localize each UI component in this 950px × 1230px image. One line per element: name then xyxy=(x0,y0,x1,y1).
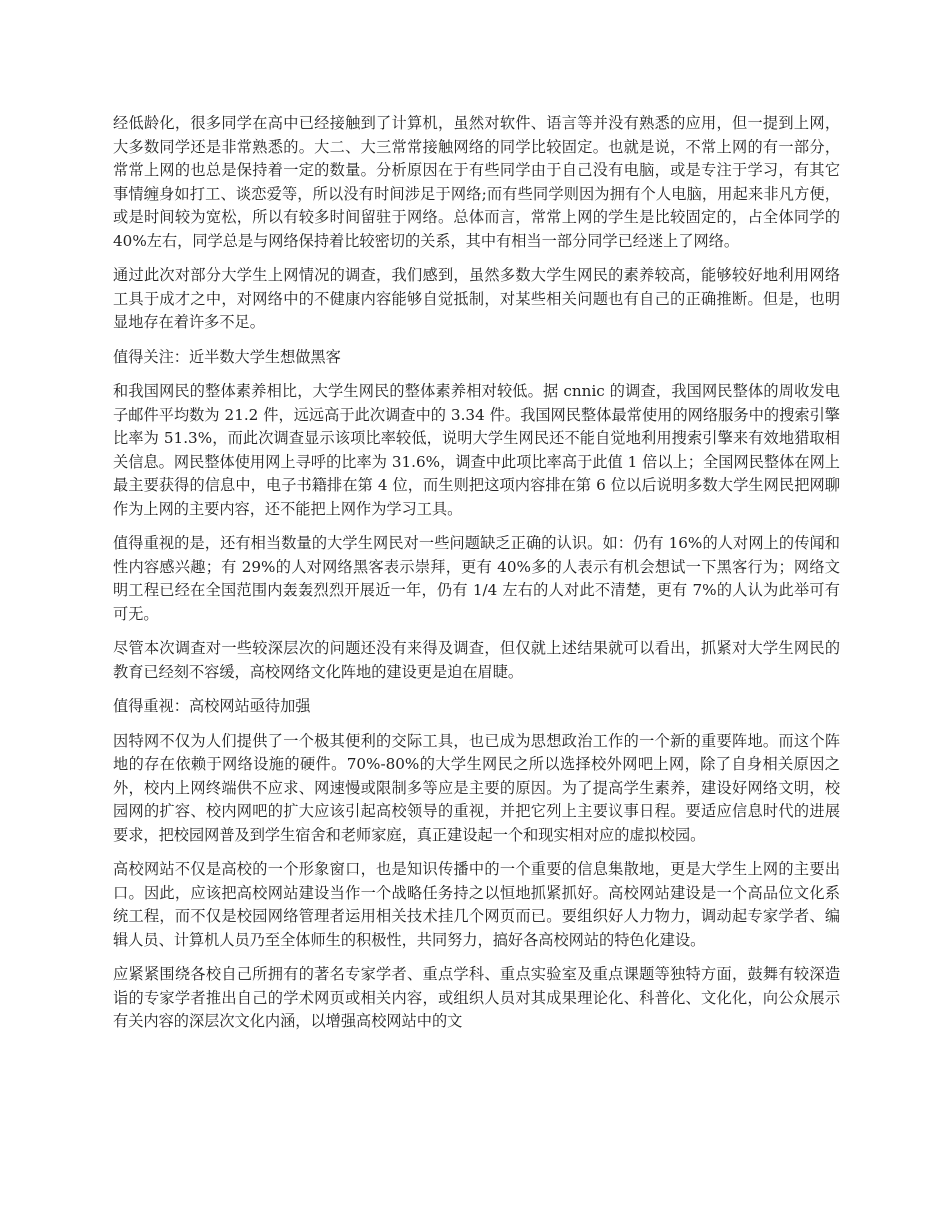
document-body xyxy=(113,112,840,1045)
paragraph: 应紧紧围绕各校自己所拥有的著名专家学者、重点学科、重点实验室及重点课题等独特方面，鼓舞有较深造诣的专家学者推出自己的学术网页或相关内容，或组织人员对其成果理论化、科普化、文化化，向公众展示有关内容的深层次文化内涵，以增强高校网站中的文 xyxy=(113,965,840,1030)
paragraph: 高校网站不仅是高校的一个形象窗口，也是知识传播中的一个重要的信息集散地，更是大学生上网的主要出口。因此，应该把高校网站建设当作一个战略任务持之以恒地抓紧抓好。高校网站建设是一个高品位文化系统工程，而不仅是校园网络管理者运用相关技术挂几个网页而已。要组织好人力物力，调动起专家学者、编辑人员、计算机人员乃至全体师生的积极性，共同努力，搞好各高校网站的特色化建设。 xyxy=(113,860,840,949)
paragraph: 值得重视的是，还有相当数量的大学生网民对一些问题缺乏正确的认识。如：仍有 16%的人对网上的传闻和性内容感兴趣；有 29%的人对网络黑客表示崇拜，更有 40%多的人表示有机会想试一下黑客行为；网络文明工程已经在全国范围内轰轰烈烈开展近一年，仍有 1/4 左右的人对此不清楚，更有 7%的人认为此举可有可无。 xyxy=(113,534,840,623)
paragraph: 经低龄化，很多同学在高中已经接触到了计算机，虽然对软件、语言等并没有熟悉的应用，但一提到上网，大多数同学还是非常熟悉的。大二、大三常常接触网络的同学比较固定。也就是说，不常上网的有一部分，常常上网的也总是保持着一定的数量。分析原因在于有些同学由于自己没有电脑，或是专注于学习，有其它事情缠身如打工、谈恋爱等，所以没有时间涉足于网络;而有些同学则因为拥有个人电脑，用起来非凡方便，或是时间较为宽松，所以有较多时间留驻于网络。总体而言，常常上网的学生是比较固定的，占全体同学的 40%左右，同学总是与网络保持着比较密切的关系，其中有相当一部分同学已经迷上了网络。 xyxy=(113,114,840,250)
section-heading: 值得重视：高校网站亟待加强 xyxy=(113,697,311,715)
paragraph: 因特网不仅为人们提供了一个极其便利的交际工具，也已成为思想政治工作的一个新的重要阵地。而这个阵地的存在依赖于网络设施的硬件。70%-80%的大学生网民之所以选择校外网吧上网，除了自身相关原因之外，校内上网终端供不应求、网速慢或限制多等应是主要的原因。为了提高学生素养，建设好网络文明，校园网的扩容、校内网吧的扩大应该引起高校领导的重视，并把它列上主要议事日程。要适应信息时代的进展要求，把校园网普及到学生宿舍和老师家庭，真正建设起一个和现实相对应的虚拟校园。 xyxy=(113,731,840,844)
section-heading: 值得关注：近半数大学生想做黑客 xyxy=(113,347,341,366)
paragraph: 和我国网民的整体素养相比，大学生网民的整体素养相对较低。据 cnnic 的调查，我国网民整体的周收发电子邮件平均数为 21.2 件，远远高于此次调查中的 3.34 件。我国网民整体最常使用的网络服务中的搜索引擎比率为 51.3%，而此次调查显示该项比率较低，说明大学生网民还不能自觉地利用搜索引擎来有效地猎取相关信息。网民整体使用网上寻呼的比率为 31.6%，调查中此项比率高于此值 1 倍以上；全国网民整体在网上最主要获得的信息中，电子书籍排在第 4 位，而生则把这项内容排在第 6 位以后说明多数大学生网民把网聊作为上网的主要内容，还不能把上网作为学习工具。 xyxy=(113,382,840,518)
paragraph: 尽管本次调查对一些较深层次的问题还没有来得及调查，但仅就上述结果就可以看出，抓紧对大学生网民的教育已经刻不容缓，高校网络文化阵地的建设更是迫在眉睫。 xyxy=(113,639,840,681)
paragraph: 通过此次对部分大学生上网情况的调查，我们感到，虽然多数大学生网民的素养较高，能够较好地利用网络工具于成才之中，对网络中的不健康内容能够自觉抵制，对某些相关问题也有自己的正确推断。但是，也明显地存在着许多不足。 xyxy=(113,266,840,331)
